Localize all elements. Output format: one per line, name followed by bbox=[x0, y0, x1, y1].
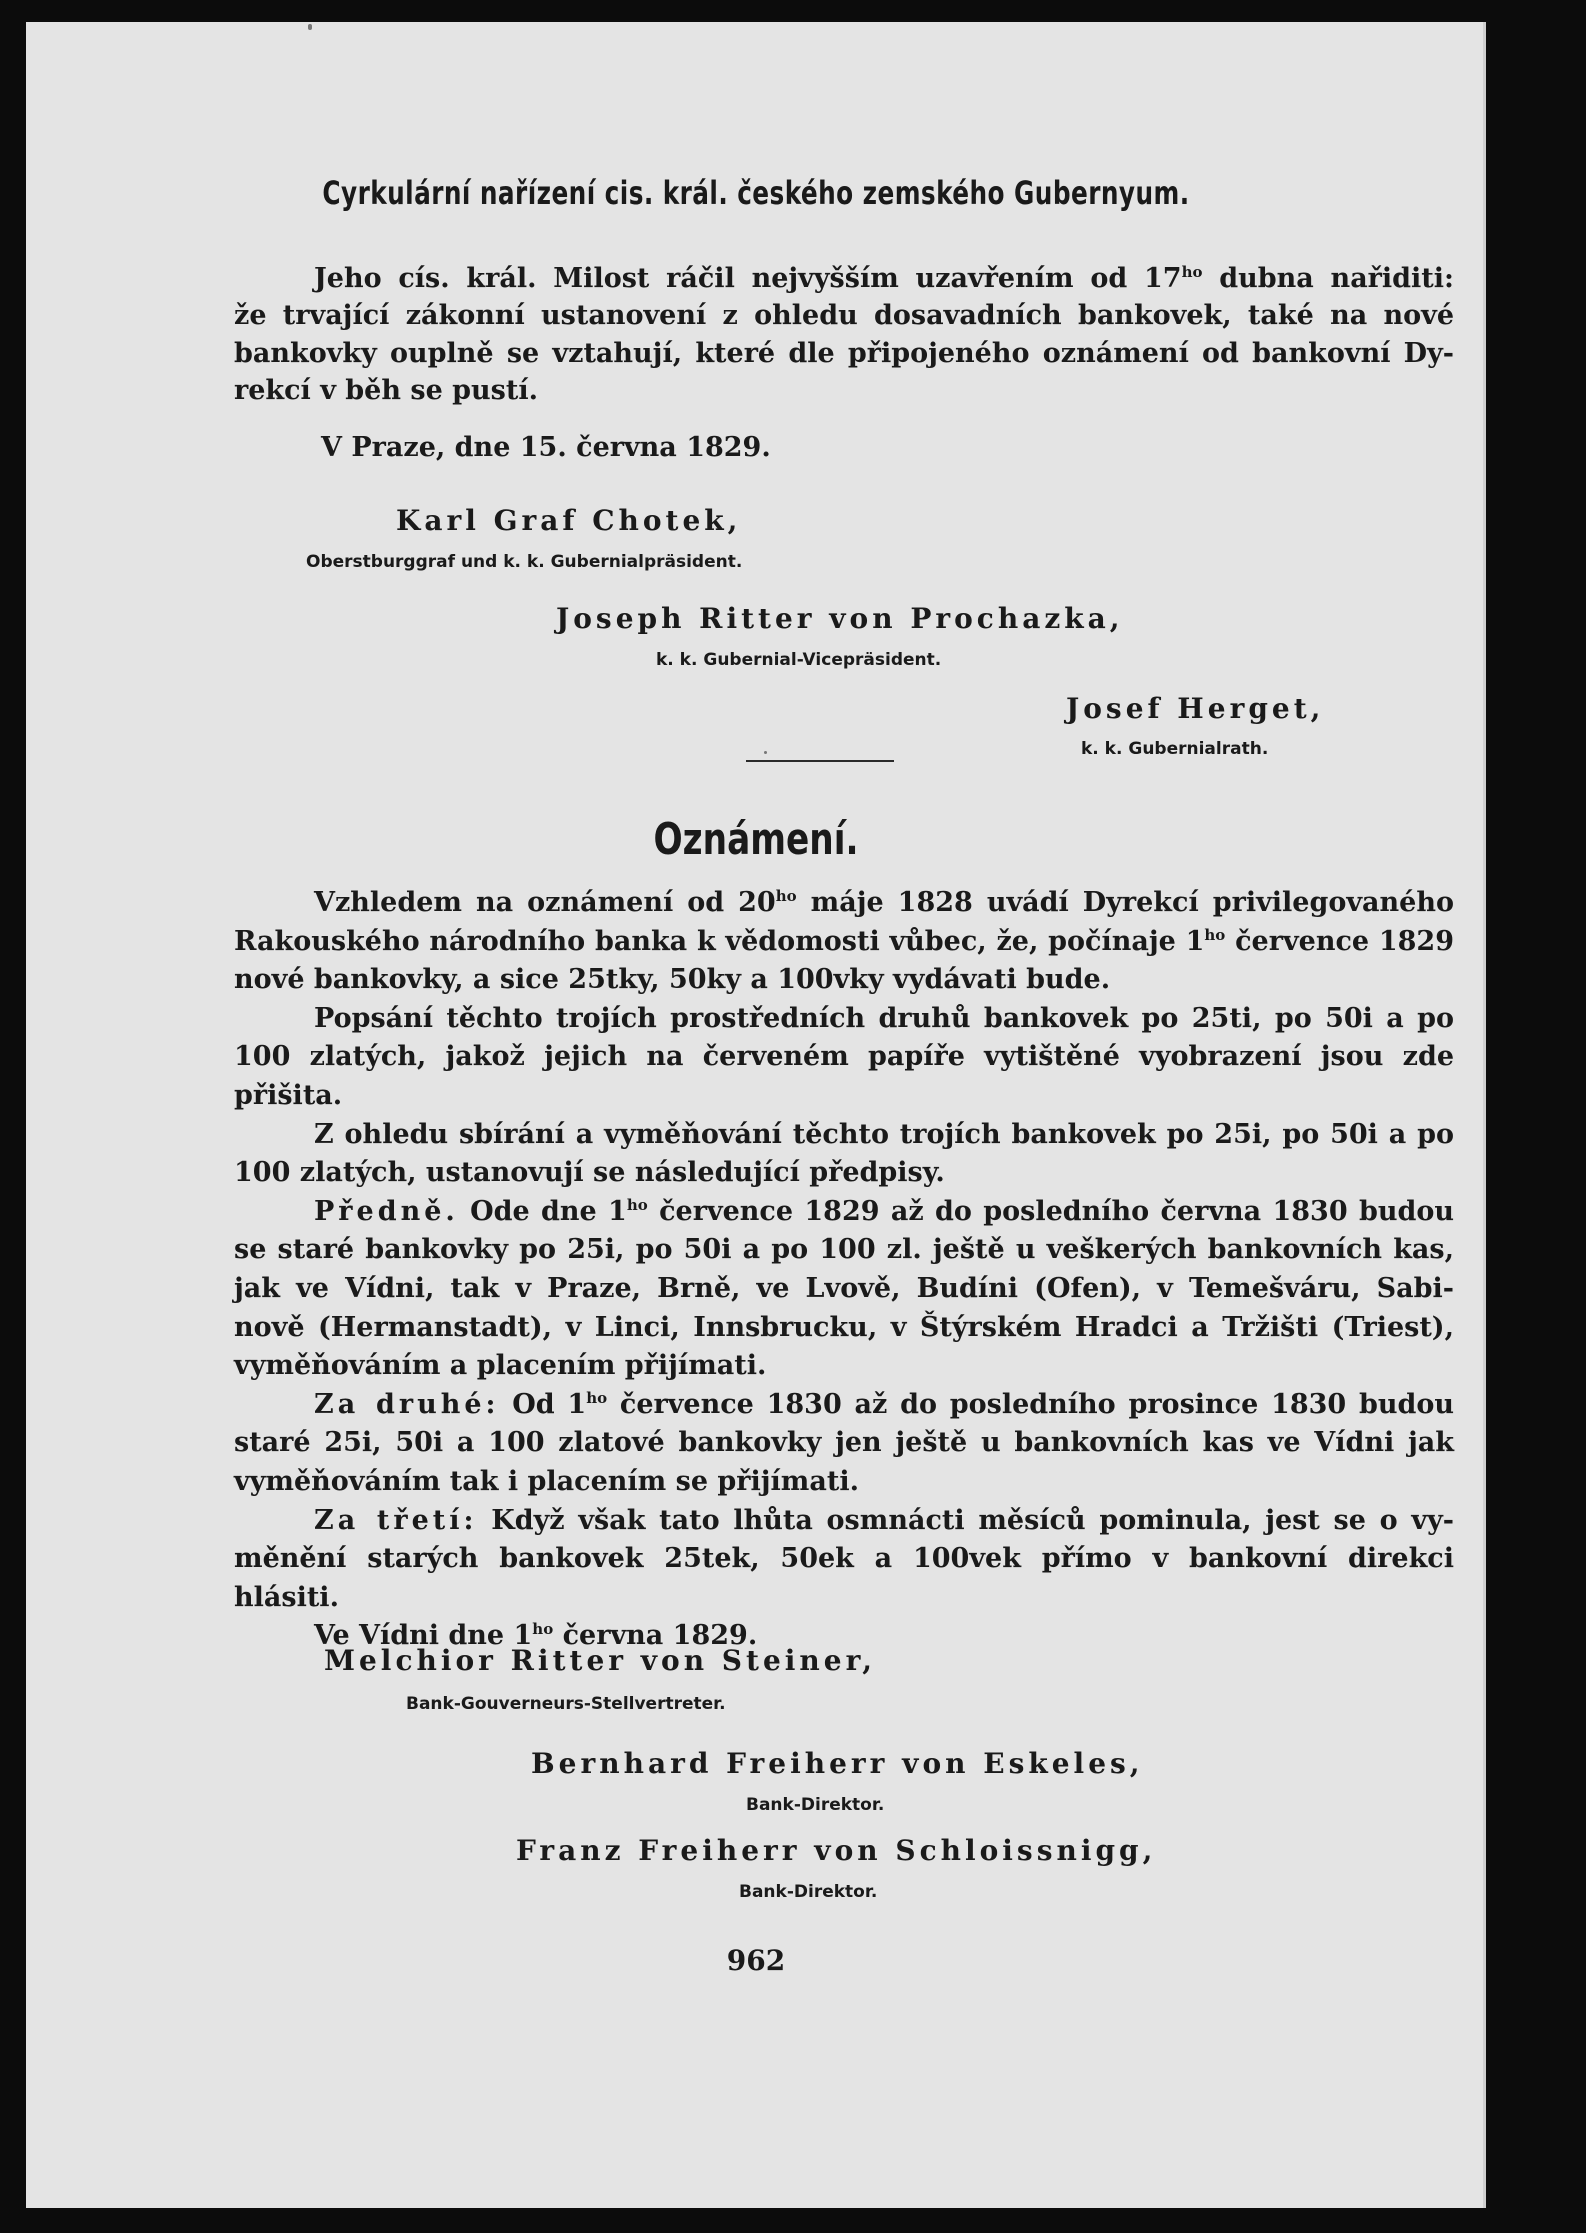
notice-body bbox=[234, 884, 1454, 1656]
page-number: 962 bbox=[726, 1944, 786, 1977]
text-line: že trvající zákonní ustanovení z ohledu dosavadních bankovek, také na nové bbox=[234, 300, 1454, 332]
place-date-prague: V Praze, dne 15. června 1829. bbox=[321, 432, 771, 463]
scan-speck bbox=[764, 751, 767, 754]
place-date-vienna: Ve Vídni dne $1^{ho}$ června 1829. bbox=[314, 1620, 758, 1652]
text-line: vyměňováním tak i placením se přijímati. bbox=[234, 1465, 859, 1497]
signatory-name: Joseph Ritter von Prochazka, bbox=[556, 602, 1124, 635]
text-line: Jeho cís. král. Milost ráčil nejvyšším uzavřením od $17^{ho}$ dubna nařiditi: bbox=[314, 263, 1454, 294]
signatory-title: Bank-Direktor. bbox=[746, 1795, 885, 1815]
text-line: jak ve Vídni, tak v Praze, Brně, ve Lvově, Budíni (Ofen), v Temešváru, Sabi- bbox=[234, 1272, 1454, 1304]
text-line: Předně. Ode dne $1^{ho}$ července 1829 až do posledního června 1830 budou bbox=[314, 1195, 1454, 1227]
text-line: Vzhledem na oznámení od $20^{ho}$ máje 1828 uvádí Dyrekcí privilegovaného bbox=[314, 887, 1454, 918]
text-line: Za třetí: Když však tato lhůta osmnácti měsíců pominula, jest se o vy- bbox=[314, 1504, 1454, 1536]
text-line: bankovky ouplně se vztahují, které dle připojeného oznámení od bankovní Dy- bbox=[234, 337, 1454, 369]
document-page bbox=[26, 22, 1486, 2208]
text-line: rekcí v běh se pustí. bbox=[234, 375, 539, 407]
text-line: Z ohledu sbírání a vyměňování těchto trojích bankovek po 25i, po 50i a po bbox=[314, 1118, 1454, 1150]
text-line: vyměňováním a placením přijímati. bbox=[234, 1350, 767, 1382]
signatory-title: Bank-Direktor. bbox=[739, 1882, 878, 1902]
signatory-title: Bank-Gouverneurs-Stellvertreter. bbox=[406, 1694, 726, 1714]
signatory-name: Melchior Ritter von Steiner, bbox=[324, 1644, 877, 1677]
text-line: Rakouského národního banka k vědomosti vůbec, že, počínaje $1^{ho}$ července 1829 bbox=[234, 925, 1454, 957]
signatory-title: k. k. Gubernialrath. bbox=[1081, 739, 1269, 759]
signatory-name: Karl Graf Chotek, bbox=[396, 504, 742, 537]
text-line: nově (Hermanstadt), v Linci, Innsbrucku, v Štýrském Hradci a Tržišti (Triest), bbox=[234, 1311, 1454, 1343]
circular-title: Cyrkulární nařízení cis. král. českého zemského Gubernyum. bbox=[322, 174, 1190, 212]
text-line: nové bankovky, a sice 25tky, 50ky a 100vky vydávati bude. bbox=[234, 964, 1111, 996]
text-line: Popsání těchto trojích prostředních druhů bankovek po 25ti, po 50i a po bbox=[314, 1002, 1454, 1034]
section-divider bbox=[746, 760, 894, 762]
signatory-title: Oberstburggraf und k. k. Gubernialpräsident. bbox=[306, 552, 743, 572]
signatory-title: k. k. Gubernial-Vicepräsident. bbox=[656, 650, 942, 670]
notice-heading: Oznámení. bbox=[653, 814, 859, 865]
text-line: se staré bankovky po 25i, po 50i a po 100 zl. ještě u veškerých bankovních kas, bbox=[234, 1234, 1454, 1266]
text-line: Za druhé: Od $1^{ho}$ července 1830 až do posledního prosince 1830 budou bbox=[314, 1388, 1454, 1420]
signatory-name: Franz Freiherr von Schloissnigg, bbox=[516, 1834, 1157, 1867]
scan-speck bbox=[308, 24, 312, 30]
text-line: měnění starých bankovek 25tek, 50ek a 100vek přímo v bankovní direkci hlásiti. bbox=[234, 1543, 1454, 1613]
text-line: 100 zlatých, jakož jejich na červeném papíře vytištěné vyobrazení jsou zde přišita. bbox=[234, 1041, 1454, 1111]
signatory-name: Josef Herget, bbox=[1066, 692, 1325, 725]
signatory-name: Bernhard Freiherr von Eskeles, bbox=[531, 1747, 1144, 1780]
text-line: staré 25i, 50i a 100 zlatové bankovky jen ještě u bankovních kas ve Vídni jak bbox=[234, 1427, 1454, 1459]
text-line: 100 zlatých, ustanovují se následující předpisy. bbox=[234, 1157, 945, 1189]
circular-body bbox=[234, 260, 1454, 410]
